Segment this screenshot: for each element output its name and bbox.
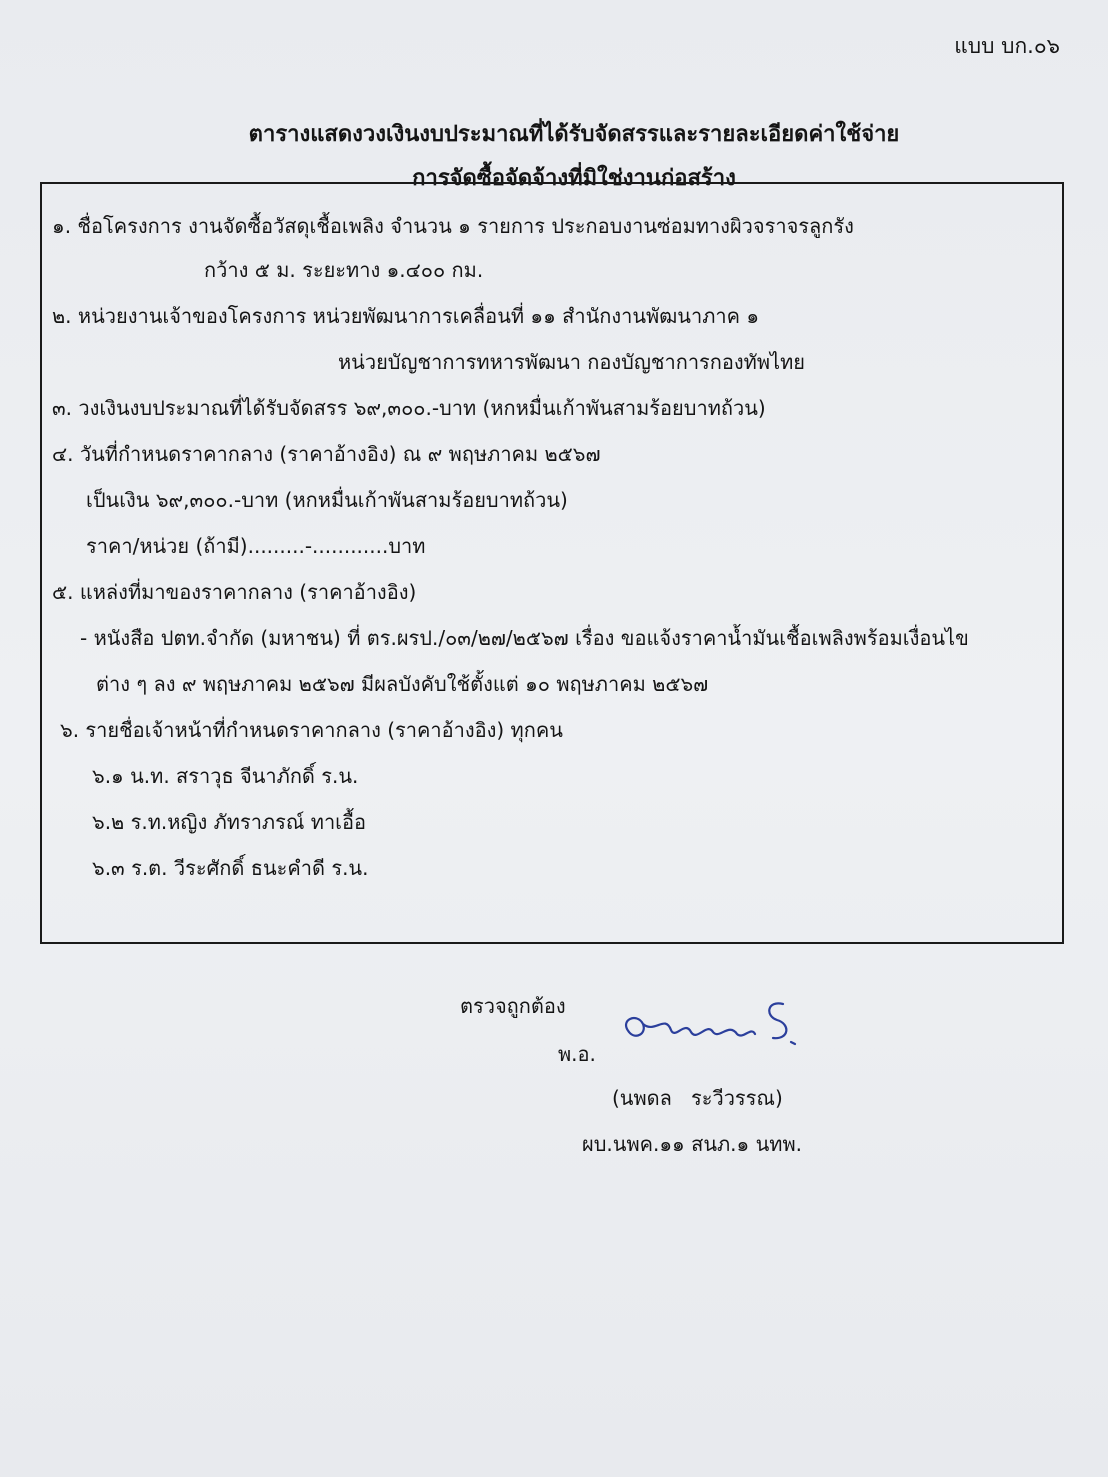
item4-line3: ราคา/หน่วย (ถ้ามี).........-............บาท: [86, 534, 426, 558]
signer-rank: พ.อ.: [558, 1042, 596, 1066]
item2-line2: หน่วยบัญชาการทหารพัฒนา กองบัญชาการกองทัพไทย: [338, 350, 806, 374]
signer-position: ผบ.นพค.๑๑ สนภ.๑ นทพ.: [582, 1132, 802, 1156]
item1-line2: กว้าง ๕ ม. ระยะทาง ๑.๔๐๐ กม.: [204, 258, 484, 282]
form-code: แบบ บก.๐๖: [954, 34, 1060, 58]
item3-line: ๓. วงเงินงบประมาณที่ได้รับจัดสรร ๖๙,๓๐๐.-บาท (หกหมื่นเก้าพันสามร้อยบาทถ้วน): [52, 396, 766, 420]
document-title-line2: การจัดซื้อจัดจ้างที่มิใช่งานก่อสร้าง: [412, 166, 736, 191]
item6-2: ๖.๒ ร.ท.หญิง ภัทราภรณ์ ทาเอื้อ: [92, 810, 367, 834]
item2-line1: ๒. หน่วยงานเจ้าของโครงการ หน่วยพัฒนาการเคลื่อนที่ ๑๑ สำนักงานพัฒนาภาค ๑: [52, 304, 760, 328]
item6-line1: ๖. รายชื่อเจ้าหน้าที่กำหนดราคากลาง (ราคาอ้างอิง) ทุกคน: [60, 718, 563, 742]
item5-line3: ต่าง ๆ ลง ๙ พฤษภาคม ๒๕๖๗ มีผลบังคับใช้ตั้งแต่ ๑๐ พฤษภาคม ๒๕๖๗: [96, 672, 709, 696]
item4-line1: ๔. วันที่กำหนดราคากลาง (ราคาอ้างอิง) ณ ๙ พฤษภาคม ๒๕๖๗: [52, 442, 601, 466]
document-title-line1: ตารางแสดงวงเงินงบประมาณที่ได้รับจัดสรรและรายละเอียดค่าใช้จ่าย: [248, 122, 900, 147]
item1-line1: ๑. ชื่อโครงการ งานจัดซื้อวัสดุเชื้อเพลิง จำนวน ๑ รายการ ประกอบงานซ่อมทางผิวจราจรลูกรัง: [52, 214, 854, 238]
signer-name: (นพดล ระวีวรรณ): [612, 1086, 783, 1110]
item6-3: ๖.๓ ร.ต. วีระศักดิ์ ธนะคำดี ร.น.: [92, 856, 369, 880]
item5-line2: - หนังสือ ปตท.จำกัด (มหาชน) ที่ ตร.ผรป./๐๓/๒๗/๒๕๖๗ เรื่อง ขอแจ้งราคาน้ำมันเชื้อเพลิงพร้อมเงื่อนไข: [80, 626, 969, 650]
handwritten-signature: [615, 990, 805, 1060]
checked-correct-label: ตรวจถูกต้อง: [460, 994, 566, 1018]
item5-line1: ๕. แหล่งที่มาของราคากลาง (ราคาอ้างอิง): [52, 580, 417, 604]
item6-1: ๖.๑ น.ท. สราวุธ จีนาภักดิ์ ร.น.: [92, 764, 359, 788]
item4-line2: เป็นเงิน ๖๙,๓๐๐.-บาท (หกหมื่นเก้าพันสามร้อยบาทถ้วน): [86, 488, 568, 512]
